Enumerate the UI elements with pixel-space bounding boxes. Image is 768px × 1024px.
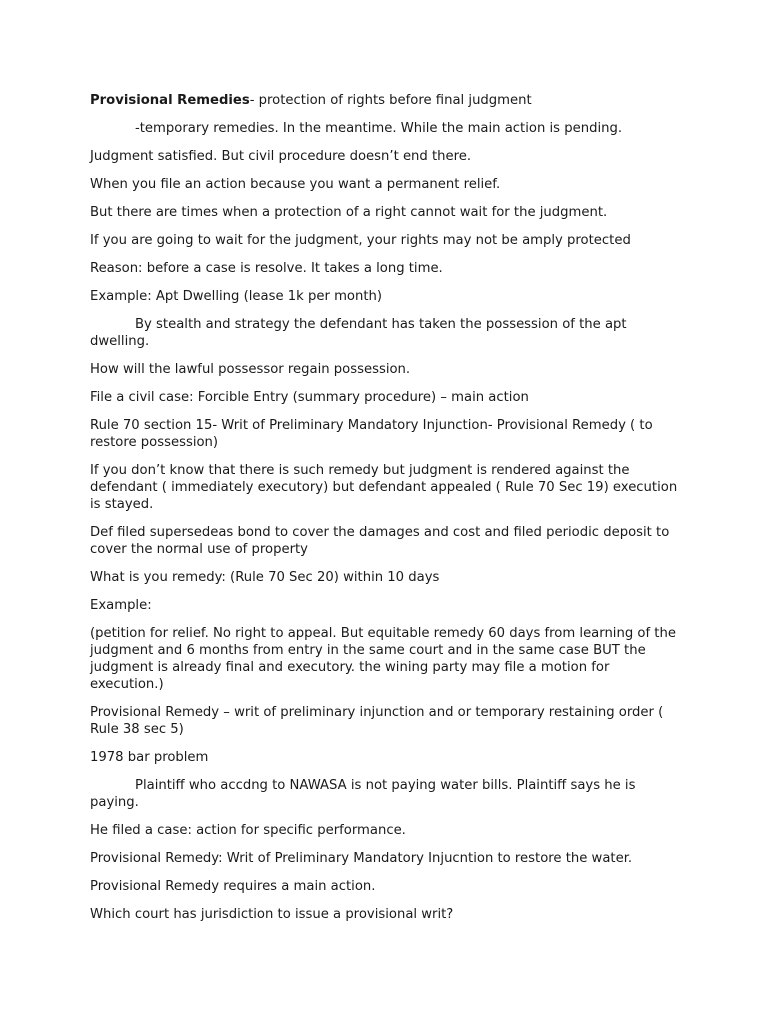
- paragraph: Provisional Remedy – writ of preliminary injunction and or temporary restaining order ( Rule 38 sec 5): [90, 705, 664, 737]
- paragraph: 1978 bar problem: [90, 750, 209, 765]
- paragraph: But there are times when a protection of a right cannot wait for the judgment.: [90, 205, 608, 220]
- paragraph: -temporary remedies. In the meantime. While the main action is pending.: [135, 121, 623, 136]
- document-page: [90, 92, 680, 934]
- paragraph: What is you remedy: (Rule 70 Sec 20) within 10 days: [90, 570, 440, 585]
- heading-paragraph: [90, 92, 680, 109]
- paragraph: How will the lawful possessor regain possession.: [90, 362, 411, 377]
- paragraph: Judgment satisfied. But civil procedure doesn’t end there.: [90, 149, 472, 164]
- paragraph: When you file an action because you want a permanent relief.: [90, 177, 501, 192]
- paragraph: By stealth and strategy the defendant has taken the possession of the apt dwelling.: [90, 317, 627, 349]
- document-body: [90, 120, 680, 923]
- heading-rest: - protection of rights before final judgment: [249, 93, 532, 108]
- paragraph: Rule 70 section 15- Writ of Preliminary Mandatory Injunction- Provisional Remedy ( to restore possession): [90, 418, 653, 450]
- paragraph: Def filed supersedeas bond to cover the damages and cost and filed periodic deposit to cover the normal use of property: [90, 525, 670, 557]
- paragraph: Example:: [90, 598, 152, 613]
- paragraph: Reason: before a case is resolve. It takes a long time.: [90, 261, 443, 276]
- paragraph: He filed a case: action for specific performance.: [90, 823, 406, 838]
- paragraph: Provisional Remedy requires a main action.: [90, 879, 376, 894]
- paragraph: If you are going to wait for the judgment, your rights may not be amply protected: [90, 233, 631, 248]
- paragraph: (petition for relief. No right to appeal. But equitable remedy 60 days from learning of the judgment and 6 months from entry in the same court and in the same case BUT the judgment is already final and executory. the wining party may file a motion for execution.): [90, 626, 676, 692]
- paragraph: Provisional Remedy: Writ of Preliminary Mandatory Injucntion to restore the water.: [90, 851, 633, 866]
- paragraph: Plaintiff who accdng to NAWASA is not paying water bills. Plaintiff says he is paying.: [90, 778, 636, 810]
- paragraph: Example: Apt Dwelling (lease 1k per month): [90, 289, 383, 304]
- paragraph: Which court has jurisdiction to issue a provisional writ?: [90, 907, 454, 922]
- paragraph: If you don’t know that there is such remedy but judgment is rendered against the defendant ( immediately executory) but defendant appealed ( Rule 70 Sec 19) execution is stayed.: [90, 463, 678, 512]
- heading-bold: Provisional Remedies: [90, 93, 250, 108]
- paragraph: File a civil case: Forcible Entry (summary procedure) – main action: [90, 390, 529, 405]
